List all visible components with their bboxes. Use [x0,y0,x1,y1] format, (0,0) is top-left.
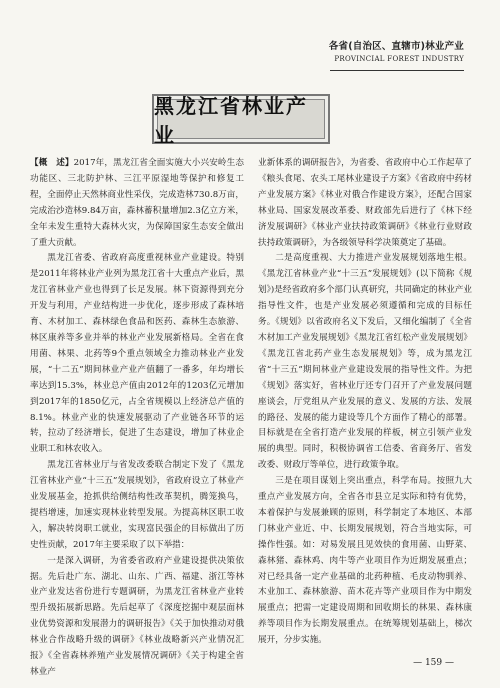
overview-text: 2017年，黑龙江省全面实施大小兴安岭生态功能区、三北防护林、三江平原湿地等保护和修复工程，全面停止天然林商业性采伐，完成造林730.8万亩，完成治沙造林9.84万亩，森林蓄积量增加2.3亿立方米，全年未发生重特大森林火灾，为保障国家生态安全做出了重大贡献。 [30,158,244,248]
left-column [30,156,244,681]
article-title: 黑龙江省林业产业 [154,94,308,147]
article-title-banner [152,94,330,147]
overview-label: 【概 述】 [30,158,74,168]
overview-paragraph [30,156,244,251]
body-paragraph: 黑龙江省委、省政府高度重视林业产业建设。特别是2011年将林业产业列为黑龙江省十大重点产业后，黑龙江省林业产业也得到了长足发展。林下资源得到充分开发与利用，产业结构进一步优化，逐步形成了森林培育、木材加工、森林绿色食品和医药、森林生态旅游、林区康养等多业并举的林业产业发展新格局。全省在食用菌、林果、北药等9个重点领域全力推动林业产业发展，“十二五”期间林业产业产值翻了一番多，年均增长率达到15.3%，林业总产值由2012年的1203亿元增加到2017年的1850亿元，占全省规模以上经济总产值的8.1%。林业产业的快速发展驱动了产业链各环节的运转，拉动了经济增长，促进了生态建设，增加了林业企业职工和林农收入。 [30,253,244,455]
body-paragraph: 一是深入调研，为省委省政府产业建设提供决策依据。先后赴广东、湖北、山东、广西、福建、浙江等林业产业发达省份进行专题调研，为黑龙江省林业产业转型升级拓展新思路。先后起草了《深度挖掘中观层面林业优势资源和发展潜力的调研报告》《关于加快推动对俄林业合作战略升级的调研》《林业战略新兴产业情况汇报》《全省森林养殖产业发展情况调研》《关于构建全省林业产 [30,555,244,677]
page-number: — 159 — [413,658,454,668]
body-paragraph: 业新体系的调研报告》，为省委、省政府中心工作起草了《粮头食尾、农头工尾林业建设子方案》《省政府中药材产业发展方案》《林业对俄合作建设方案》，还配合国家林业局、国家发展改革委、财政部先后进行了《林下经济发展调研》《林业产业扶持政策调研》《林业行业财政扶持政策调研》，为各级领导科学决策奠定了基础。 [258,158,472,248]
body-paragraph: 黑龙江省林业厅与省发改委联合制定下发了《黑龙江省林业产业“十三五”发展规划》，省政府设立了林业产业发展基金，抢抓供给侧结构性改革契机，腾笼换鸟，提档增速，加速实现林业转型发展。为提高林区职工收入，解决转岗职工就业，实现富民强企的目标做出了历史性贡献，2017年主要采取了以下举措： [30,460,244,550]
right-column [258,156,472,649]
section-title-en: PROVINCIAL FOREST INDUSTRY [334,55,464,63]
body-paragraph: 二是高度重视、大力推进产业发展规划落地生根。《黑龙江省林业产业“十三五”发展规划》(以下简称《规划》)是经省政府多个部门认真研究，共同确定的林业产业指导性文件，也是产业发展必须遵循和完成的目标任务。《规划》以省政府名义下发后，又细化编制了《全省木材加工产业发展规划》《黑龙江省红松产业发展规划》《黑龙江省北药产业生态发展规划》等，成为黑龙江省“十三五”期间林业产业建设发展的指导性文件。为把《规划》落实好，省林业厅还专门召开了产业发展问题座谈会，厅党组从产业发展的意义、发展的方法、发展的路径、发展的能力建设等几个方面作了精心的部署。目标就是在全省打造产业发展的样板，树立引领产业发展的典型。同时，积极协调省工信委、省商务厅、省发改委、财政厅等单位，进行政策争取。 [258,253,472,471]
running-header [329,38,464,63]
section-title-cn: 各省(自治区、直辖市)林业产业 [328,41,464,52]
header-rule [330,70,464,71]
body-paragraph: 三是在项目谋划上突出重点，科学布局。按照九大重点产业发展方向，全省各市县立足实际和特有优势，本着保护与发展兼顾的原则，科学制定了本地区、本部门林业产业近、中、长期发展规划，符合当地实际，可操作性强。如：对易发展且见效快的食用菌、山野菜、森林猪、森林鸡、肉牛等产业项目作为近期发展重点；对已经具备一定产业基础的北药种植、毛皮动物驯养、木业加工、森林旅游、苗木花卉等产业项目作为中期发展重点；把需一定建设周期和回收期长的林果、森林康养等项目作为长期发展重点。在统筹规划基础上，梯次展开，分步实施。 [258,476,472,646]
